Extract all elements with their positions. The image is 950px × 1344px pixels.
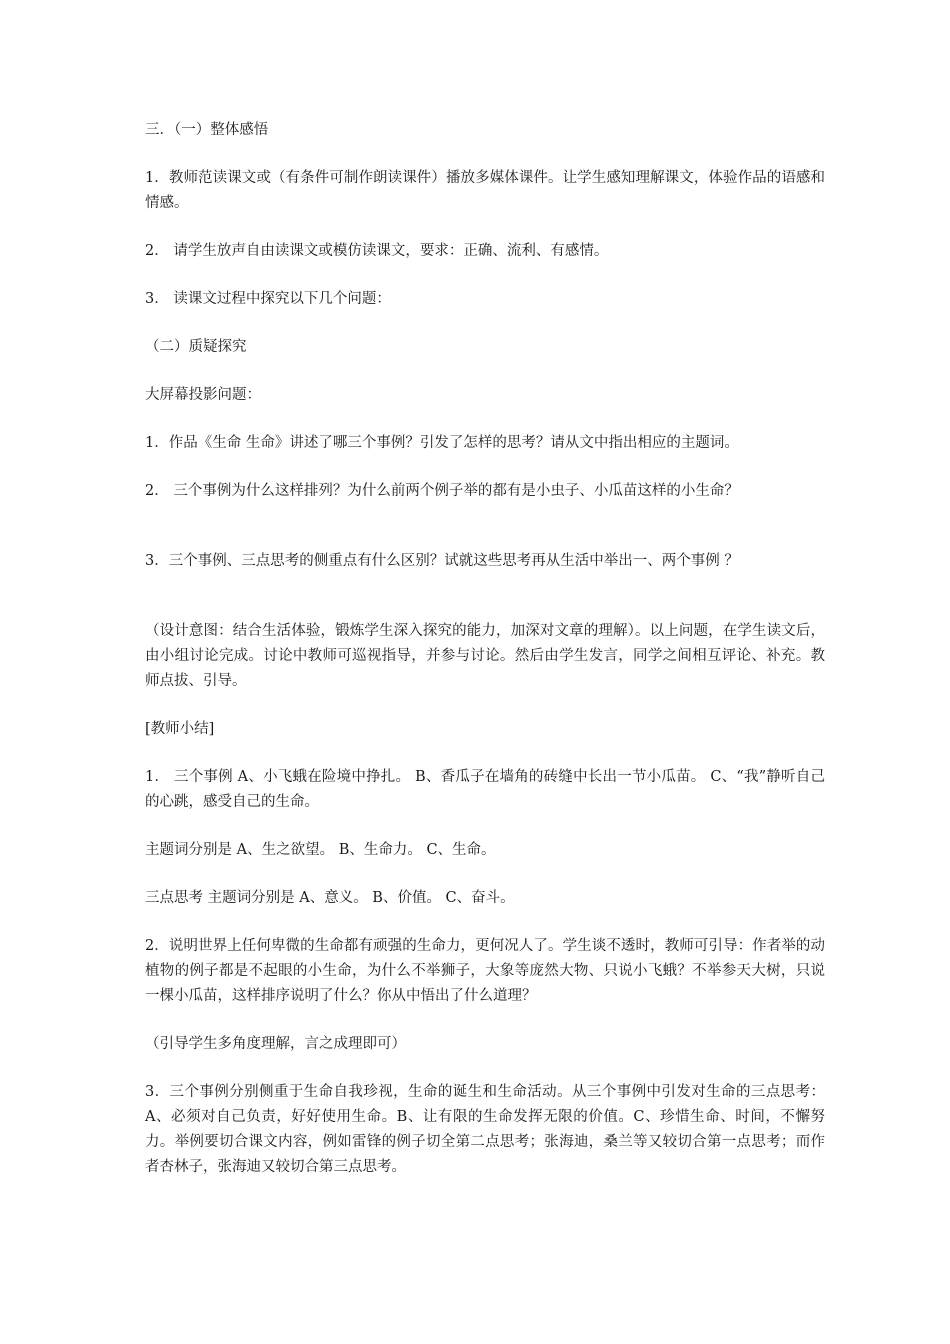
section-heading-teacher-summary: [教师小结] [145, 721, 215, 737]
question-3: 3．三个事例、三点思考的侧重点有什么区别？试就这些思考再从生活中举出一、两个事例 ？ [145, 553, 739, 569]
paragraph-student-reading: 2． 请学生放声自由读课文或模仿读课文，要求：正确、流利、有感情。 [145, 243, 609, 259]
paragraph-design-intent: （设计意图：结合生活体验，锻炼学生深入探究的能力，加深对文章的理解）。以上问题，在学生读文后，由小组讨论完成。讨论中教师可巡视指导，并参与讨论。然后由学生发言，同学之间相互评论、补充。教师点拔、引导。 [145, 623, 825, 689]
summary-point-3: 3．三个事例分别侧重于生命自我珍视，生命的诞生和生命活动。从三个事例中引发对生命的三点思考：A、必须对自己负责，好好使用生命。B、让有限的生命发挥无限的价值。C、珍惜生命、时间，不懈努力。举例要切合课文内容，例如雷锋的例子切全第二点思考；张海迪，桑兰等又较切合第一点思考；而作者杏林子，张海迪又较切合第三点思考。 [145, 1084, 825, 1175]
question-2: 2． 三个事例为什么这样排列？为什么前两个例子举的都有是小虫子、小瓜苗这样的小生命？ [145, 483, 739, 499]
section-heading-inquiry: （二）质疑探究 [145, 339, 247, 355]
summary-guidance-note: （引导学生多角度理解，言之成理即可） [145, 1036, 406, 1052]
paragraph-teacher-reading: 1．教师范读课文或（有条件可制作朗读课件）播放多媒体课件。让学生感知理解课文，体验作品的语感和情感。 [145, 170, 825, 211]
document-body [145, 118, 825, 1203]
summary-theme-words: 主题词分别是 A、生之欲望。 B、生命力。 C、生命。 [145, 842, 496, 858]
summary-three-thoughts: 三点思考 主题词分别是 A、意义。 B、价值。 C、奋斗。 [145, 890, 515, 906]
paragraph-projection-questions: 大屏幕投影问题： [145, 387, 261, 403]
summary-point-2: 2．说明世界上任何卑微的生命都有顽强的生命力，更何况人了。学生谈不透时，教师可引导：作者举的动植物的例子都是不起眼的小生命，为什么不举狮子，大象等庞然大物、只说小飞蛾？不举参天大树，只说一棵小瓜苗，这样排序说明了什么？你从中悟出了什么道理？ [145, 938, 825, 1004]
paragraph-explore-questions: 3． 读课文过程中探究以下几个问题： [145, 291, 391, 307]
summary-three-examples: 1． 三个事例 A、小飞蛾在险境中挣扎。 B、香瓜子在墙角的砖缝中长出一节小瓜苗。 C、“我”静听自己的心跳，感受自己的生命。 [145, 769, 825, 810]
section-heading-overall: 三．（一）整体感悟 [145, 122, 269, 138]
question-1: 1．作品《生命 生命》讲述了哪三个事例？引发了怎样的思考？请从文中指出相应的主题词。 [145, 435, 739, 451]
